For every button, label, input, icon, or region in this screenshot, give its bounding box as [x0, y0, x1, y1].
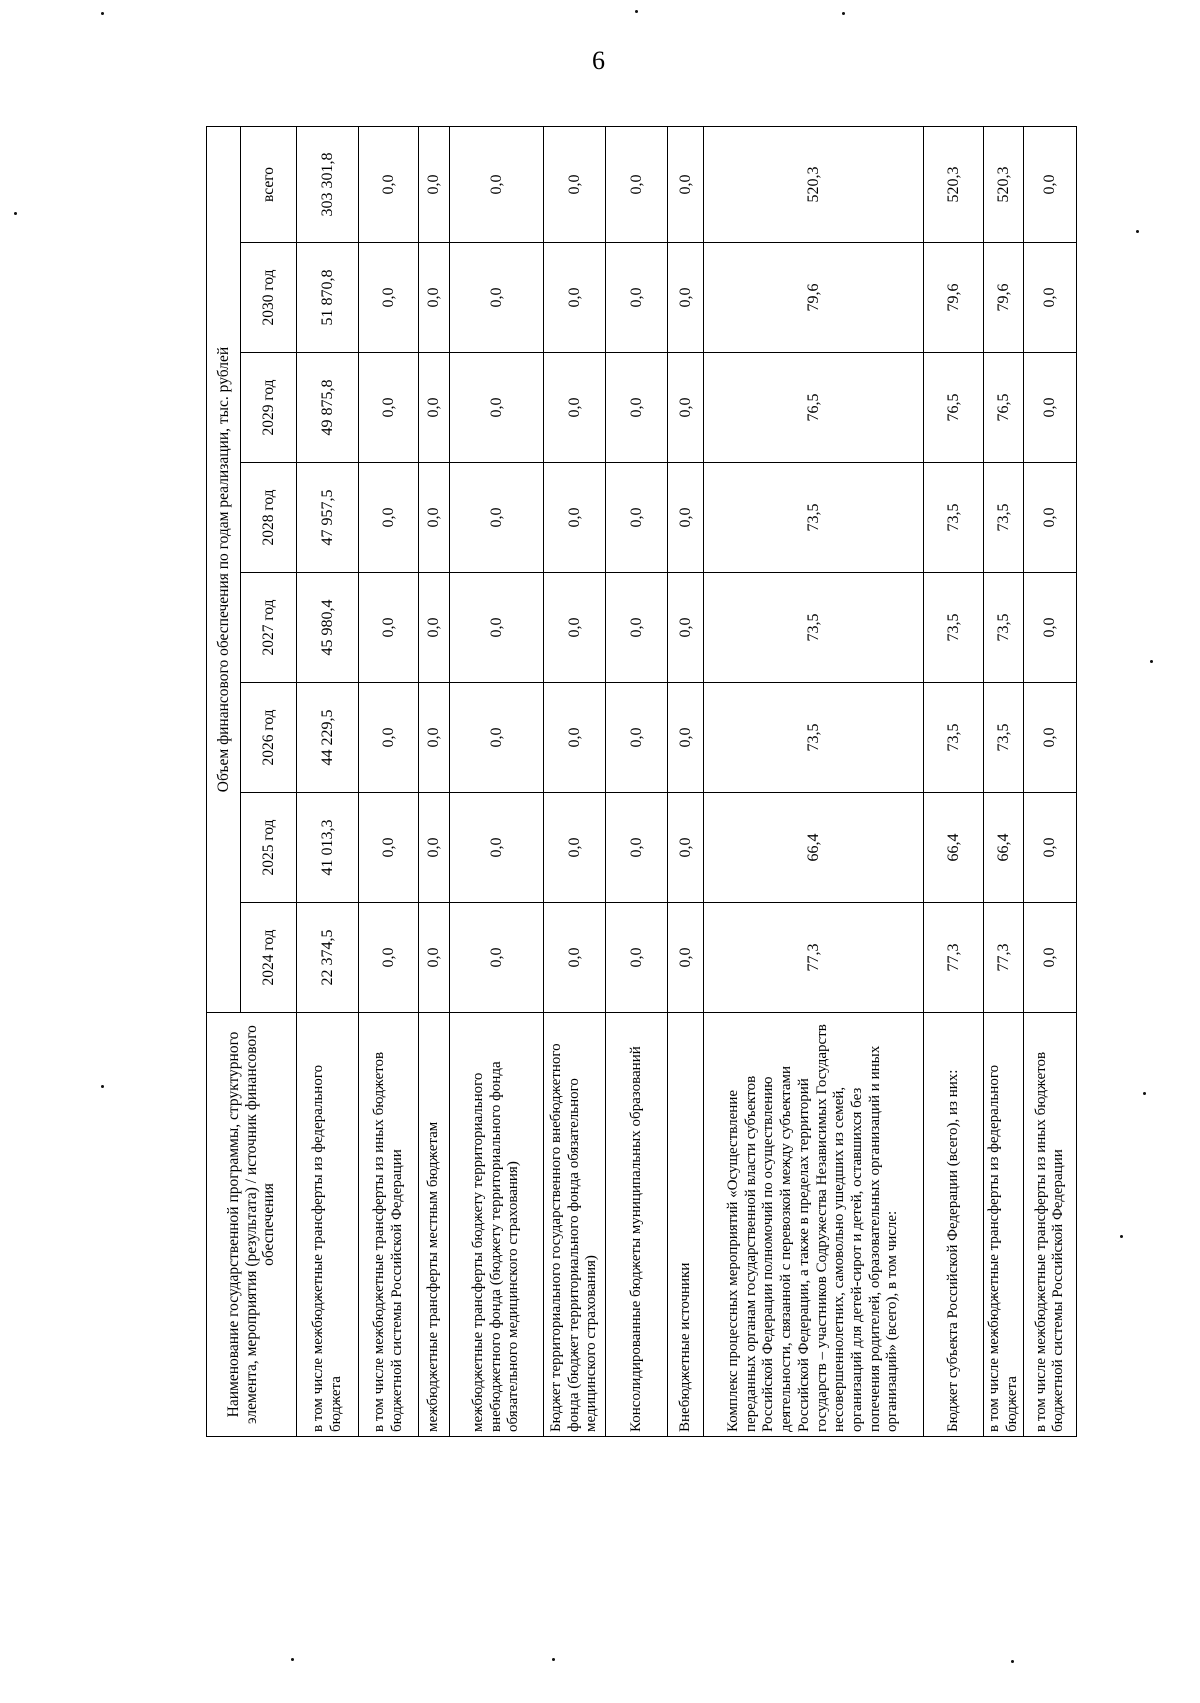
- value-cell: 73,5: [984, 463, 1024, 573]
- scan-speck: [291, 1658, 294, 1661]
- value-cell: 77,3: [984, 903, 1024, 1013]
- scan-speck: [842, 12, 845, 15]
- value-cell: 0,0: [668, 463, 704, 573]
- value-cell: 0,0: [450, 353, 544, 463]
- value-cell: 0,0: [606, 463, 668, 573]
- value-cell: 0,0: [359, 463, 419, 573]
- row-name-cell: межбюджетные трансферты бюджету территориального внебюджетного фонда (бюджету территориального фонда обязательного медицинского страхования): [450, 1013, 544, 1437]
- value-cell: 0,0: [359, 683, 419, 793]
- table-rotated-container: [206, 127, 1074, 1437]
- value-cell: 44 229,5: [297, 683, 359, 793]
- total-value-cell: 0,0: [606, 127, 668, 243]
- value-cell: 0,0: [544, 793, 606, 903]
- value-cell: 73,5: [984, 573, 1024, 683]
- value-cell: 49 875,8: [297, 353, 359, 463]
- value-cell: 0,0: [606, 903, 668, 1013]
- value-cell: 0,0: [450, 683, 544, 793]
- row-name-cell: Комплекс процессных мероприятий «Осуществление переданных органам государственной власти субъектов Российской Федерации полномочий по осуществлению деятельности, связанной с перевозкой между субъектами Российской Федерации, а также в пределах территорий государств – участников Содружества Независимых Государств несовершеннолетних, самовольно ушедших из семей, организаций для детей-сирот и детей, оставшихся без попечения родителей, образовательных организаций и иных организаций» (всего), в том числе:: [704, 1013, 924, 1437]
- header-name-cell: Наименование государственной программы, структурного элемента, мероприятия (результата) / источник финансового обеспечения: [207, 1013, 297, 1437]
- value-cell: 0,0: [668, 573, 704, 683]
- value-cell: 76,5: [704, 353, 924, 463]
- value-cell: 0,0: [606, 793, 668, 903]
- total-value-cell: 0,0: [668, 127, 704, 243]
- table-row: [544, 127, 606, 1437]
- value-cell: 0,0: [1024, 793, 1077, 903]
- value-cell: 0,0: [359, 573, 419, 683]
- value-cell: 0,0: [606, 353, 668, 463]
- value-cell: 41 013,3: [297, 793, 359, 903]
- value-cell: 0,0: [1024, 353, 1077, 463]
- value-cell: 76,5: [984, 353, 1024, 463]
- total-value-cell: 0,0: [450, 127, 544, 243]
- value-cell: 0,0: [606, 243, 668, 353]
- total-value-cell: 303 301,8: [297, 127, 359, 243]
- value-cell: 45 980,4: [297, 573, 359, 683]
- table-row: [359, 127, 419, 1437]
- total-value-cell: 520,3: [984, 127, 1024, 243]
- value-cell: 0,0: [419, 463, 450, 573]
- value-cell: 0,0: [668, 353, 704, 463]
- value-cell: 79,6: [924, 243, 984, 353]
- value-cell: 0,0: [359, 903, 419, 1013]
- financing-table: [206, 126, 1077, 1437]
- total-value-cell: 0,0: [1024, 127, 1077, 243]
- total-value-cell: 0,0: [419, 127, 450, 243]
- value-cell: 0,0: [606, 683, 668, 793]
- table-row: [704, 127, 924, 1437]
- table-row: [297, 127, 359, 1437]
- table-row: [606, 127, 668, 1437]
- table-row: [924, 127, 984, 1437]
- value-cell: 0,0: [419, 573, 450, 683]
- value-cell: 73,5: [924, 683, 984, 793]
- value-cell: 73,5: [704, 573, 924, 683]
- table-row: [450, 127, 544, 1437]
- row-name-cell: Бюджет субъекта Российской Федерации (всего), из них:: [924, 1013, 984, 1437]
- value-cell: 66,4: [704, 793, 924, 903]
- scan-speck: [1011, 1660, 1014, 1663]
- value-cell: 0,0: [1024, 573, 1077, 683]
- year-header: 2024 год: [241, 903, 297, 1013]
- total-value-cell: 0,0: [544, 127, 606, 243]
- value-cell: 0,0: [544, 243, 606, 353]
- scan-speck: [1136, 230, 1139, 233]
- value-cell: 0,0: [606, 573, 668, 683]
- total-value-cell: 0,0: [359, 127, 419, 243]
- value-cell: 77,3: [924, 903, 984, 1013]
- value-cell: 0,0: [668, 243, 704, 353]
- value-cell: 73,5: [704, 683, 924, 793]
- value-cell: 0,0: [544, 683, 606, 793]
- value-cell: 0,0: [419, 903, 450, 1013]
- scan-speck: [14, 212, 17, 215]
- table-row: [984, 127, 1024, 1437]
- value-cell: 0,0: [1024, 683, 1077, 793]
- value-cell: 47 957,5: [297, 463, 359, 573]
- value-cell: 0,0: [450, 573, 544, 683]
- value-cell: 77,3: [704, 903, 924, 1013]
- value-cell: 0,0: [544, 353, 606, 463]
- value-cell: 0,0: [668, 793, 704, 903]
- value-cell: 0,0: [359, 353, 419, 463]
- value-cell: 51 870,8: [297, 243, 359, 353]
- value-cell: 0,0: [450, 243, 544, 353]
- value-cell: 0,0: [419, 353, 450, 463]
- scan-speck: [552, 1658, 555, 1661]
- value-cell: 79,6: [984, 243, 1024, 353]
- value-cell: 73,5: [704, 463, 924, 573]
- value-cell: 66,4: [984, 793, 1024, 903]
- year-header: 2025 год: [241, 793, 297, 903]
- value-cell: 0,0: [544, 573, 606, 683]
- table-row: [668, 127, 704, 1437]
- row-name-cell: в том числе межбюджетные трансферты из иных бюджетов бюджетной системы Российской Федерации: [359, 1013, 419, 1437]
- value-cell: 0,0: [1024, 243, 1077, 353]
- value-cell: 73,5: [924, 573, 984, 683]
- header-volume-cell: Объем финансового обеспечения по годам реализации, тыс. рублей: [207, 127, 241, 1013]
- year-header: 2030 год: [241, 243, 297, 353]
- page-number: 6: [592, 46, 605, 75]
- value-cell: 66,4: [924, 793, 984, 903]
- total-header: всего: [241, 127, 297, 243]
- value-cell: 79,6: [704, 243, 924, 353]
- row-name-cell: Консолидированные бюджеты муниципальных образований: [606, 1013, 668, 1437]
- total-value-cell: 520,3: [924, 127, 984, 243]
- value-cell: 0,0: [419, 243, 450, 353]
- row-name-cell: Внебюджетные источники: [668, 1013, 704, 1437]
- value-cell: 0,0: [544, 903, 606, 1013]
- value-cell: 0,0: [419, 683, 450, 793]
- row-name-cell: Бюджет территориального государственного внебюджетного фонда (бюджет территориального фонда обязательного медицинского страхования): [544, 1013, 606, 1437]
- value-cell: 73,5: [984, 683, 1024, 793]
- row-name-cell: в том числе межбюджетные трансферты из иных бюджетов бюджетной системы Российской Федерации: [1024, 1013, 1077, 1437]
- year-header: 2027 год: [241, 573, 297, 683]
- value-cell: 0,0: [419, 793, 450, 903]
- value-cell: 0,0: [544, 463, 606, 573]
- value-cell: 0,0: [450, 903, 544, 1013]
- year-header: 2028 год: [241, 463, 297, 573]
- year-header: 2029 год: [241, 353, 297, 463]
- scan-speck: [1120, 1235, 1123, 1238]
- value-cell: 0,0: [1024, 463, 1077, 573]
- scan-speck: [101, 1085, 104, 1088]
- scan-speck: [635, 10, 638, 13]
- value-cell: 0,0: [359, 793, 419, 903]
- table-row: [419, 127, 450, 1437]
- value-cell: 22 374,5: [297, 903, 359, 1013]
- row-name-cell: в том числе межбюджетные трансферты из федерального бюджета: [297, 1013, 359, 1437]
- value-cell: 73,5: [924, 463, 984, 573]
- scan-speck: [1143, 1092, 1146, 1095]
- value-cell: 0,0: [450, 793, 544, 903]
- value-cell: 0,0: [1024, 903, 1077, 1013]
- value-cell: 76,5: [924, 353, 984, 463]
- value-cell: 0,0: [359, 243, 419, 353]
- value-cell: 0,0: [450, 463, 544, 573]
- total-value-cell: 520,3: [704, 127, 924, 243]
- value-cell: 0,0: [668, 903, 704, 1013]
- year-header: 2026 год: [241, 683, 297, 793]
- scan-speck: [1150, 660, 1153, 663]
- row-name-cell: межбюджетные трансферты местным бюджетам: [419, 1013, 450, 1437]
- row-name-cell: в том числе межбюджетные трансферты из федерального бюджета: [984, 1013, 1024, 1437]
- table-row: [1024, 127, 1077, 1437]
- scan-speck: [101, 12, 104, 15]
- value-cell: 0,0: [668, 683, 704, 793]
